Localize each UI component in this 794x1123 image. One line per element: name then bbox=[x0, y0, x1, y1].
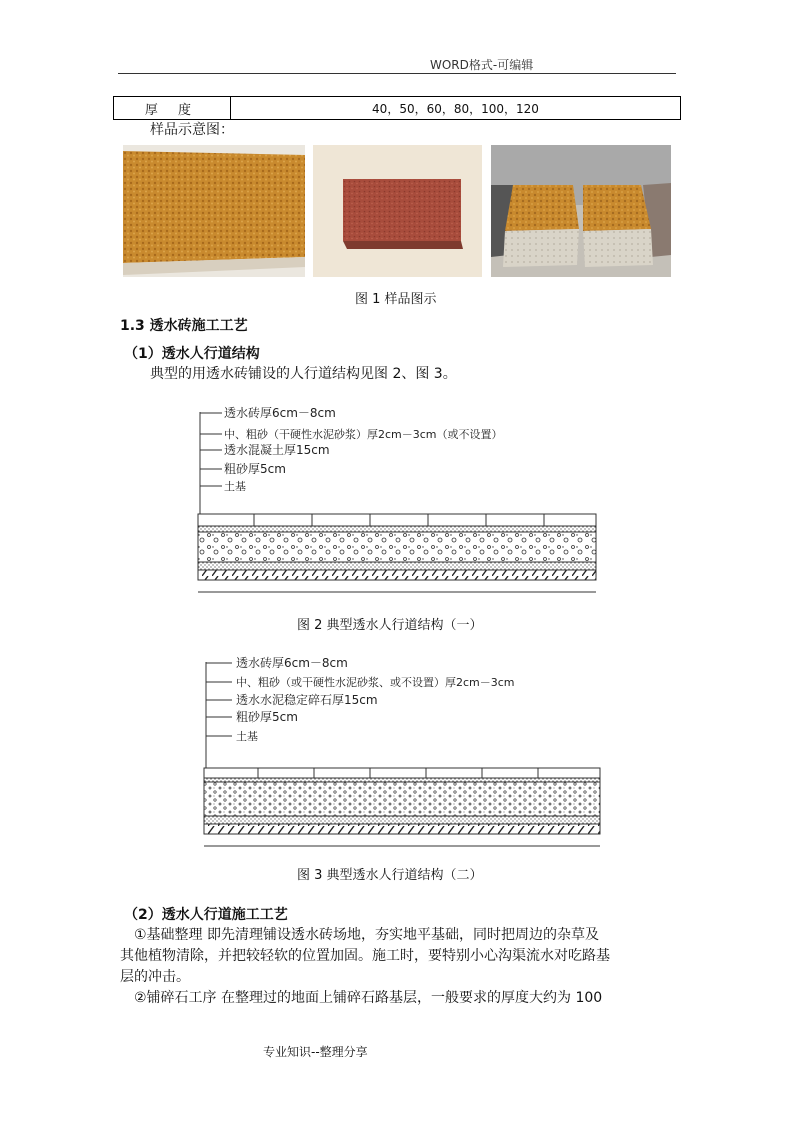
fig2-layer-label-3: 透水混凝土厚15cm bbox=[224, 443, 330, 457]
subsection-heading-2: （2）透水人行道施工工艺 bbox=[124, 907, 288, 923]
red-brick-illustration bbox=[313, 145, 482, 277]
paving-bricks-illustration bbox=[491, 145, 671, 277]
paragraph-1-line-3: 层的冲击。 bbox=[120, 969, 190, 985]
paragraph-2-line-1: ②铺碎石工序 在整理过的地面上铺碎石路基层，一般要求的厚度大约为 100 bbox=[134, 990, 603, 1006]
header-divider bbox=[118, 73, 676, 74]
fig3-layer-label-2: 中、粗砂（或干硬性水泥砂浆、或不设置）厚2cm－3cm bbox=[236, 676, 515, 689]
figure-2-caption: 图 2 典型透水人行道结构（一） bbox=[297, 618, 483, 633]
fig2-layer-label-5: 土基 bbox=[224, 480, 246, 493]
fig2-layer-label-4: 粗砂厚5cm bbox=[224, 462, 286, 476]
table-row bbox=[114, 97, 681, 120]
sample-photo-yellow-brick bbox=[123, 145, 305, 277]
fig2-layer-label-2: 中、粗砂（干硬性水泥砂浆）厚2cm－3cm（或不设置） bbox=[224, 428, 503, 441]
spec-value-cell: 40，50，60，80，100，120 bbox=[231, 97, 681, 120]
figure-1-caption: 图 1 样品图示 bbox=[355, 292, 437, 307]
paragraph-1-line-2: 其他植物清除，并把较轻软的位置加固。施工时，要特别小心沟渠流水对吃路基 bbox=[120, 948, 610, 964]
figure-3-caption: 图 3 典型透水人行道结构（二） bbox=[297, 868, 483, 883]
figure-2-diagram bbox=[192, 400, 602, 600]
fig3-layer-label-5: 土基 bbox=[236, 730, 258, 743]
yellow-brick-illustration bbox=[123, 145, 305, 277]
paragraph-1-line-1: ①基础整理 即先清理铺设透水砖场地，夯实地平基础，同时把周边的杂草及 bbox=[134, 927, 599, 943]
footer-text: 专业知识--整理分享 bbox=[263, 1045, 368, 1059]
fig3-layer-label-1: 透水砖厚6cm－8cm bbox=[236, 656, 348, 670]
subsection-1-text: 典型的用透水砖铺设的人行道结构见图 2、图 3。 bbox=[150, 366, 457, 382]
fig3-layer-label-3: 透水水泥稳定碎石厚15cm bbox=[236, 693, 378, 707]
fig3-layer-label-4: 粗砂厚5cm bbox=[236, 710, 298, 724]
header-text: WORD格式-可编辑 bbox=[430, 58, 534, 72]
sample-photo-paving-bricks bbox=[491, 145, 671, 277]
spec-table bbox=[113, 96, 681, 120]
fig2-layer-label-1: 透水砖厚6cm－8cm bbox=[224, 406, 336, 420]
figure-3-diagram bbox=[198, 650, 604, 850]
section-heading-1-3: 1.3 透水砖施工工艺 bbox=[120, 318, 248, 334]
subsection-heading-1: （1）透水人行道结构 bbox=[124, 346, 260, 362]
sample-label: 样品示意图： bbox=[150, 122, 234, 138]
spec-key-cell: 厚 度 bbox=[114, 97, 231, 120]
sample-photo-red-brick bbox=[313, 145, 482, 277]
